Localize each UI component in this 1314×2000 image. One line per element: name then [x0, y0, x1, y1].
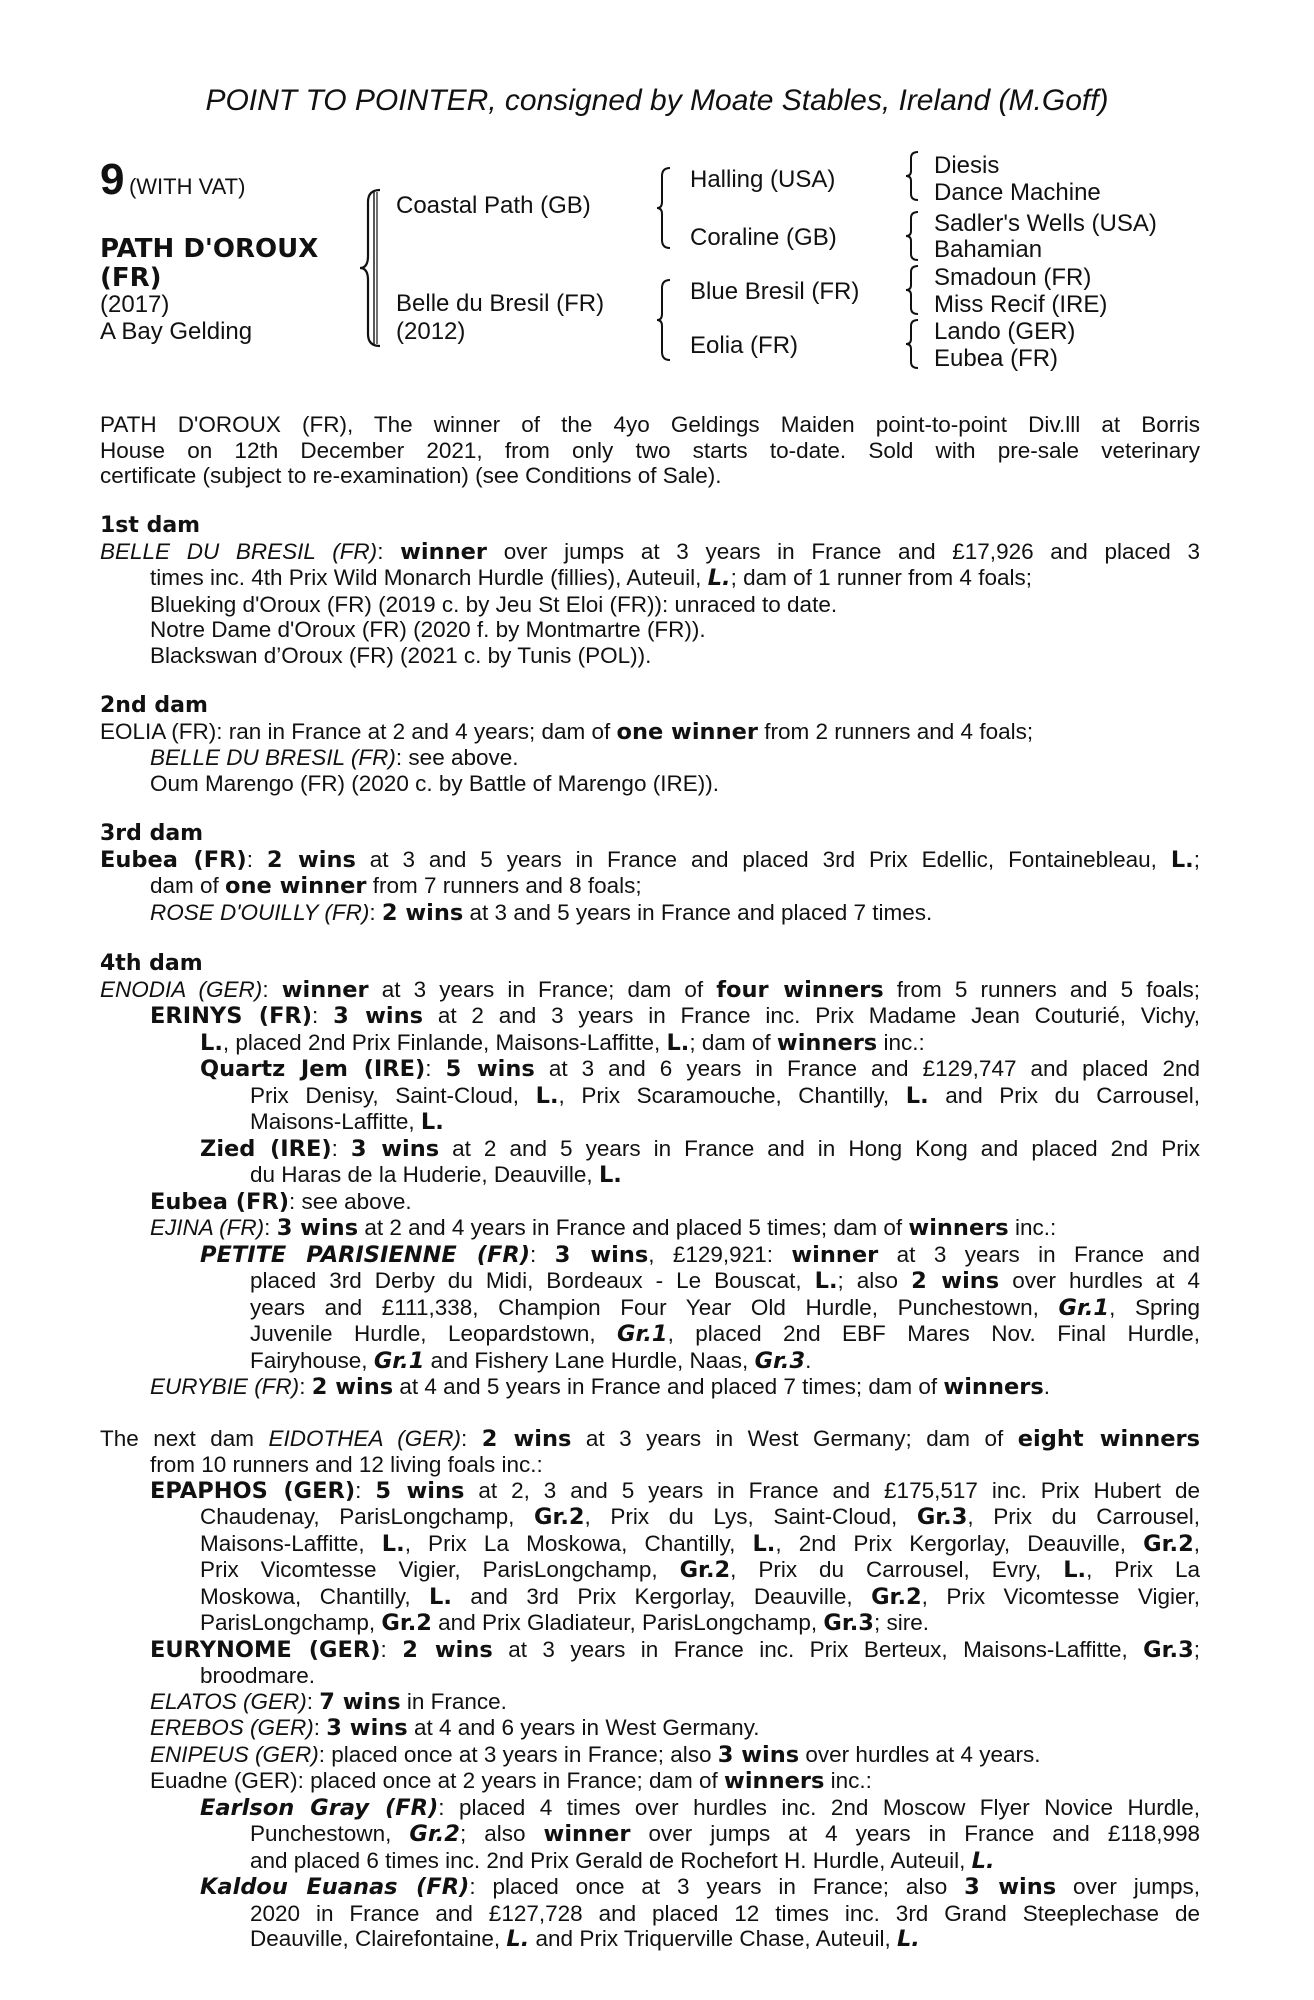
text-run: 2 wins	[481, 1425, 572, 1452]
text-run: 7 wins	[319, 1688, 401, 1715]
text-run: Kaldou Euanas (FR)	[200, 1874, 470, 1900]
section-line	[100, 1715, 1200, 1742]
text-run: Eubea (FR)	[150, 1188, 290, 1215]
section-line	[100, 771, 1200, 797]
text-run: 2 wins	[381, 899, 464, 926]
section-line	[100, 539, 1200, 566]
text-run: , Prix La	[1086, 1557, 1200, 1582]
text-run: , Spring	[1109, 1294, 1200, 1320]
text-run: Eubea (FR)	[100, 846, 247, 873]
dam-section	[100, 821, 1200, 926]
page-title: POINT TO POINTER, consigned by Moate Stables, Ireland (M.Goff)	[205, 84, 1109, 117]
section-line	[100, 592, 1200, 618]
text-run: at 3 and 6 years in France and £129,747 and placed 2nd	[534, 1056, 1200, 1081]
text-run: EIDOTHEA (GER)	[268, 1425, 461, 1451]
section-line	[100, 1742, 1200, 1769]
text-run: L.	[814, 1268, 838, 1294]
text-run: at 3 years in West Germany; dam of	[571, 1425, 1018, 1451]
text-run: times inc. 4th Prix Wild Monarch Hurdle (fillies), Auteuil,	[150, 565, 708, 590]
text-run: at 2 and 4 years in France and placed 5 times; dam of	[358, 1215, 909, 1240]
text-run: ;	[1193, 1636, 1200, 1662]
text-run: Gr.2	[871, 1583, 922, 1610]
text-run: over jumps,	[1056, 1874, 1200, 1899]
section-line	[100, 873, 1200, 900]
text-run: :	[369, 899, 382, 925]
pedigree-dam-dam: Eolia (FR)	[690, 332, 799, 359]
pedigree-ssd: Dance Machine	[934, 179, 1101, 206]
text-run: Juvenile Hurdle, Leopardstown,	[250, 1321, 618, 1346]
text-run: L.	[752, 1530, 776, 1557]
section-heading: 3rd dam	[100, 821, 204, 846]
text-run: from 10 runners and 12 living foals inc.:	[150, 1452, 543, 1477]
text-run: , placed 2nd Prix Finlande, Maisons-Laffitte,	[222, 1029, 667, 1055]
text-run: Blackswan d’Oroux (FR) (2021 c. by Tunis (POL)).	[150, 642, 652, 668]
pedigree-sss: Diesis	[934, 152, 1000, 179]
section-line	[100, 1426, 1200, 1453]
text-run: ENIPEUS (GER)	[150, 1741, 319, 1767]
text-run: 3 wins	[964, 1874, 1057, 1900]
intro-paragraph	[100, 412, 1200, 489]
text-run: L.	[535, 1082, 559, 1109]
text-run: ; sire.	[873, 1610, 929, 1635]
text-run: and Fishery Lane Hurdle, Naas,	[424, 1347, 755, 1373]
text-run: : placed once at 3 years in France; also	[469, 1874, 965, 1899]
text-run: :	[425, 1056, 446, 1081]
text-run: at 2 and 5 years in France and in Hong Kong and placed 2nd Prix	[439, 1135, 1200, 1161]
text-run: :	[530, 1241, 555, 1267]
dam-section	[100, 1426, 1200, 1953]
text-run: at 3 and 5 years in France and placed 7 times.	[463, 899, 933, 925]
section-line	[100, 1056, 1200, 1083]
pedigree-dam-year: (2012)	[396, 318, 466, 345]
section-line	[100, 1215, 1200, 1242]
text-run: , Prix du Carrousel, Evry,	[730, 1557, 1064, 1582]
text-run: L.	[1063, 1557, 1087, 1583]
text-run: :	[299, 1374, 312, 1399]
text-run: at 2, 3 and 5 years in France and £175,517 inc. Prix Hubert de	[464, 1477, 1200, 1503]
text-run: Euadne (GER): placed once at 2 years in France; dam of	[150, 1768, 725, 1793]
pedigree-bracket-main	[358, 188, 388, 348]
horse-year: (2017)	[100, 291, 170, 318]
text-run: Prix Vicomtesse Vigier, ParisLongchamp,	[200, 1557, 680, 1582]
section-line	[100, 1584, 1200, 1611]
text-run: Punchestown,	[250, 1821, 410, 1846]
text-run: :	[460, 1425, 482, 1451]
text-run: broodmare.	[200, 1663, 316, 1688]
text-run: winners	[724, 1768, 825, 1794]
text-run: four winners	[716, 976, 884, 1003]
text-run: at 3 years in France inc. Prix Berteux, Maisons-Laffitte,	[492, 1636, 1144, 1662]
section-line	[100, 643, 1200, 669]
text-run: at 2 and 3 years in France inc. Prix Madame Jean Couturié, Vichy,	[423, 1003, 1200, 1028]
text-run: .	[805, 1347, 812, 1373]
section-line	[100, 1478, 1200, 1505]
text-run: Quartz Jem (IRE)	[200, 1056, 426, 1082]
text-run: 2 wins	[311, 1374, 394, 1400]
text-run: :	[246, 846, 267, 872]
text-run: 2020 in France and £127,728 and placed 12 times inc. 3rd Grand Steeplechase de	[250, 1900, 1200, 1926]
section-line	[100, 900, 1200, 927]
text-run: 2 wins	[402, 1636, 493, 1663]
text-run: : placed 4 times over hurdles inc. 2nd Moscow Flyer Novice Hurdle,	[438, 1794, 1200, 1820]
text-run: , Prix du Carrousel,	[967, 1504, 1201, 1529]
section-line	[100, 1268, 1200, 1295]
text-run: inc.:	[877, 1029, 925, 1055]
section-line	[100, 1768, 1200, 1795]
text-run: 3 wins	[276, 1215, 359, 1241]
text-run: L.	[420, 1109, 444, 1135]
pedigree-sire-dam: Coraline (GB)	[690, 224, 837, 251]
pedigree-ddd: Eubea (FR)	[934, 345, 1059, 372]
text-run: L.	[905, 1082, 929, 1109]
text-run: Notre Dame d'Oroux (FR) (2020 f. by Montmartre (FR)).	[150, 617, 706, 642]
vat-note: (WITH VAT)	[128, 174, 246, 199]
text-run: ; also	[459, 1821, 544, 1846]
text-run: :	[306, 1688, 320, 1714]
text-run: 3 wins	[333, 1003, 424, 1029]
text-run: at 3 years in France; dam of	[368, 976, 717, 1002]
text-run: , placed 2nd EBF Mares Nov. Final Hurdle,	[667, 1321, 1200, 1346]
text-run: Prix Denisy, Saint-Cloud,	[250, 1082, 536, 1108]
text-run: eight winners	[1017, 1425, 1200, 1452]
section-line	[100, 1848, 1200, 1875]
pedigree-dss: Smadoun (FR)	[934, 264, 1092, 291]
section-line	[100, 1531, 1200, 1558]
section-line	[100, 1162, 1200, 1189]
text-run: 5 wins	[375, 1477, 465, 1504]
text-run: EURYNOME (GER)	[150, 1636, 381, 1663]
text-run: : see above.	[395, 745, 519, 770]
text-run: Gr.2	[409, 1821, 460, 1847]
section-line	[100, 565, 1200, 592]
text-run: :	[331, 1135, 351, 1161]
text-run: ,	[1193, 1530, 1200, 1556]
text-run: years and £111,338, Champion Four Year Old Hurdle, Punchestown,	[250, 1294, 1059, 1320]
pedigree-bracket-dam	[656, 278, 672, 362]
text-run: L.	[598, 1162, 622, 1188]
dam-section	[100, 951, 1200, 1401]
text-run: winner	[543, 1821, 631, 1847]
text-run: EOLIA (FR): ran in France at 2 and 4 years; dam of	[100, 718, 617, 744]
text-run: and 3rd Prix Kergorlay, Deauville,	[451, 1583, 872, 1609]
text-run: from 5 runners and 5 foals;	[883, 976, 1200, 1002]
pedigree-dds: Lando (GER)	[934, 318, 1076, 345]
pedigree-sds: Sadler's Wells (USA)	[934, 210, 1157, 237]
text-run: Gr.1	[373, 1347, 425, 1374]
text-run: :	[355, 1477, 376, 1503]
text-run: 3 wins	[554, 1241, 649, 1268]
text-run: Gr.2	[381, 1610, 432, 1636]
text-run: ENODIA (GER)	[100, 976, 263, 1002]
text-run: at 4 and 5 years in France and placed 7 times; dam of	[393, 1374, 944, 1399]
text-run: : see above.	[289, 1188, 412, 1214]
text-run: Deauville, Clairefontaine,	[250, 1926, 507, 1951]
text-run: Moskowa, Chantilly,	[200, 1583, 430, 1609]
text-run: Gr.1	[1058, 1294, 1110, 1321]
section-line	[100, 1189, 1200, 1216]
section-line	[100, 1874, 1200, 1901]
text-run: ; dam of	[689, 1029, 777, 1055]
text-run: 2 wins	[266, 846, 356, 873]
section-heading: 4th dam	[100, 951, 203, 976]
text-run: winner	[400, 538, 488, 565]
text-run: Gr.2	[533, 1504, 585, 1530]
pedigree-dam: Belle du Bresil (FR)	[396, 290, 605, 317]
horse-suffix: (FR)	[100, 263, 162, 293]
text-run: .	[1043, 1374, 1050, 1399]
text-run: Maisons-Laffitte,	[250, 1109, 421, 1134]
text-run: EREBOS (GER)	[150, 1715, 314, 1740]
text-run: ; dam of 1 runner from 4 foals;	[730, 565, 1032, 590]
section-line	[100, 1663, 1200, 1689]
text-run: :	[264, 1215, 277, 1240]
section-line	[100, 1242, 1200, 1269]
pedigree-bracket-dd	[904, 318, 920, 370]
section-line	[100, 1374, 1200, 1401]
dam-sections	[100, 488, 1200, 1953]
text-run: :	[262, 976, 282, 1002]
text-run: from 7 runners and 8 foals;	[366, 873, 642, 898]
section-line	[100, 745, 1200, 771]
text-run: Blueking d'Oroux (FR) (2019 c. by Jeu St Eloi (FR)): unraced to date.	[150, 591, 838, 617]
pedigree-dsd: Miss Recif (IRE)	[934, 291, 1108, 318]
text-run: PETITE PARISIENNE (FR)	[200, 1241, 531, 1268]
section-line	[100, 1295, 1200, 1322]
pedigree-bracket-ds	[904, 264, 920, 316]
text-run: placed 3rd Derby du Midi, Bordeaux - Le Bouscat,	[250, 1268, 815, 1293]
text-run: Gr.2	[679, 1557, 731, 1583]
pedigree-sire: Coastal Path (GB)	[396, 192, 591, 219]
text-run: at 3 and 5 years in France and placed 3rd Prix Edellic, Fontainebleau,	[355, 846, 1171, 872]
text-run: at 3 years in France and	[878, 1241, 1201, 1267]
text-run: BELLE DU BRESIL (FR)	[100, 538, 378, 564]
text-run: Zied (IRE)	[200, 1135, 332, 1162]
text-run: L.	[381, 1530, 405, 1557]
horse-name: PATH D'OROUX	[100, 234, 319, 264]
text-run: winners	[943, 1374, 1044, 1400]
section-line	[100, 1610, 1200, 1637]
text-run: , 2nd Prix Kergorlay, Deauville,	[775, 1530, 1144, 1556]
text-run: du Haras de la Huderie, Deauville,	[250, 1162, 599, 1187]
text-run: BELLE DU BRESIL (FR)	[150, 745, 396, 770]
text-run: over jumps at 4 years in France and £118,998	[630, 1821, 1201, 1846]
section-heading: 1st dam	[100, 513, 201, 538]
text-run: ParisLongchamp,	[200, 1610, 382, 1635]
text-run: 5 wins	[445, 1056, 535, 1082]
text-run: :	[313, 1715, 327, 1740]
text-run: over jumps at 3 years in France and £17,926 and placed 3	[487, 538, 1200, 564]
lot-header	[100, 155, 245, 205]
section-line	[100, 1689, 1200, 1716]
text-run: : placed once at 3 years in France; also	[318, 1741, 718, 1767]
text-run: Oum Marengo (FR) (2020 c. by Battle of Marengo (IRE)).	[150, 770, 719, 796]
text-run: 2 wins	[911, 1268, 1000, 1294]
pedigree-sire-sire: Halling (USA)	[690, 166, 836, 193]
pedigree-bracket-sd	[904, 210, 920, 262]
text-run: L.	[707, 565, 731, 591]
text-run: in France.	[400, 1688, 507, 1714]
text-run: ROSE D'OUILLY (FR)	[150, 899, 370, 925]
text-run: , Prix La Moskowa, Chantilly,	[404, 1530, 753, 1556]
text-run: EURYBIE (FR)	[150, 1374, 300, 1399]
text-run: L.	[506, 1926, 530, 1952]
text-run: L.	[429, 1583, 452, 1610]
section-line	[100, 847, 1200, 874]
text-run: Chaudenay, ParisLongchamp,	[200, 1504, 534, 1529]
dam-section	[100, 693, 1200, 796]
text-run: and Prix du Carrousel,	[928, 1082, 1200, 1108]
pedigree-bracket-ss	[904, 150, 920, 202]
text-run: L.	[200, 1029, 223, 1056]
section-line	[100, 617, 1200, 643]
section-line	[100, 719, 1200, 746]
text-run: , Prix Vicomtesse Vigier,	[921, 1583, 1201, 1609]
text-run: ERINYS (FR)	[150, 1003, 313, 1029]
text-run: one winner	[616, 718, 758, 745]
text-run: Gr.3	[823, 1610, 874, 1636]
text-run: and Prix Gladiateur, ParisLongchamp,	[431, 1610, 824, 1635]
text-run: Earlson Gray (FR)	[200, 1794, 439, 1821]
intro-line: House on 12th December 2021, from only two starts to-date. Sold with pre-sale veterinary	[100, 437, 1200, 463]
text-run: over hurdles at 4 years.	[799, 1741, 1041, 1767]
text-run: :	[377, 538, 401, 564]
section-line	[100, 977, 1200, 1004]
text-run: dam of	[150, 873, 226, 898]
text-run: The next dam	[100, 1425, 269, 1451]
text-run: and Prix Triquerville Chase, Auteuil,	[529, 1926, 897, 1951]
section-line	[100, 1321, 1200, 1348]
text-run: 3 wins	[326, 1715, 408, 1741]
text-run: over hurdles at 4	[999, 1268, 1200, 1293]
text-run: 3 wins	[717, 1741, 800, 1768]
section-line	[100, 1348, 1200, 1375]
lot-number: 9	[100, 155, 125, 204]
text-run: Gr.3	[754, 1347, 806, 1374]
text-run: L.	[666, 1029, 690, 1056]
section-line	[100, 1901, 1200, 1927]
text-run: winners	[776, 1029, 878, 1056]
section-line	[100, 1109, 1200, 1136]
text-run: Fairyhouse,	[250, 1347, 374, 1373]
text-run: , Prix Scaramouche, Chantilly,	[558, 1082, 906, 1108]
text-run: from 2 runners and 4 foals;	[757, 718, 1034, 744]
text-run: , Prix du Lys, Saint-Cloud,	[584, 1504, 917, 1529]
text-run: ;	[1193, 846, 1200, 872]
text-run: ; also	[837, 1268, 912, 1293]
section-line	[100, 1821, 1200, 1848]
section-line	[100, 1136, 1200, 1163]
section-line	[100, 1637, 1200, 1664]
text-run: and placed 6 times inc. 2nd Prix Gerald de Rochefort H. Hurdle, Auteuil,	[250, 1847, 972, 1873]
horse-description: A Bay Gelding	[100, 318, 253, 345]
section-line	[100, 1926, 1200, 1953]
text-run: winner	[791, 1241, 879, 1268]
pedigree-dam-sire: Blue Bresil (FR)	[690, 278, 860, 305]
text-run: 3 wins	[350, 1135, 440, 1162]
text-run: :	[380, 1636, 403, 1662]
text-run: , £129,921:	[648, 1241, 792, 1267]
text-run: Maisons-Laffitte,	[200, 1530, 382, 1556]
intro-line: PATH D'OROUX (FR), The winner of the 4yo Geldings Maiden point-to-point Div.lll at Borris	[100, 412, 1200, 437]
text-run: Gr.3	[1143, 1636, 1194, 1663]
section-line	[100, 1083, 1200, 1110]
text-run: inc.:	[824, 1768, 872, 1793]
text-run: winner	[281, 976, 369, 1003]
section-line	[100, 1452, 1200, 1478]
text-run: ELATOS (GER)	[150, 1688, 307, 1714]
text-run: winners	[908, 1215, 1009, 1241]
pedigree-sdd: Bahamian	[934, 236, 1043, 263]
section-line	[100, 1557, 1200, 1584]
text-run: L.	[1170, 846, 1194, 873]
text-run: inc.:	[1008, 1215, 1057, 1240]
text-run: at 4 and 6 years in West Germany.	[407, 1715, 760, 1740]
text-run: Gr.3	[916, 1504, 968, 1530]
text-run: EJINA (FR)	[150, 1215, 265, 1240]
text-run: EPAPHOS (GER)	[150, 1477, 356, 1504]
section-line	[100, 1030, 1200, 1057]
text-run: L.	[896, 1926, 920, 1952]
section-line	[100, 1504, 1200, 1531]
text-run: Gr.2	[1143, 1530, 1194, 1557]
text-run: Gr.1	[617, 1321, 668, 1347]
pedigree-bracket-sire	[656, 166, 672, 250]
dam-section	[100, 513, 1200, 668]
text-run: :	[312, 1003, 334, 1028]
text-run: L.	[971, 1847, 995, 1874]
section-line	[100, 1795, 1200, 1822]
intro-line: certificate (subject to re-examination) (see Conditions of Sale).	[100, 463, 722, 488]
section-line	[100, 1003, 1200, 1030]
text-run: one winner	[225, 873, 367, 899]
section-heading: 2nd dam	[100, 693, 208, 718]
